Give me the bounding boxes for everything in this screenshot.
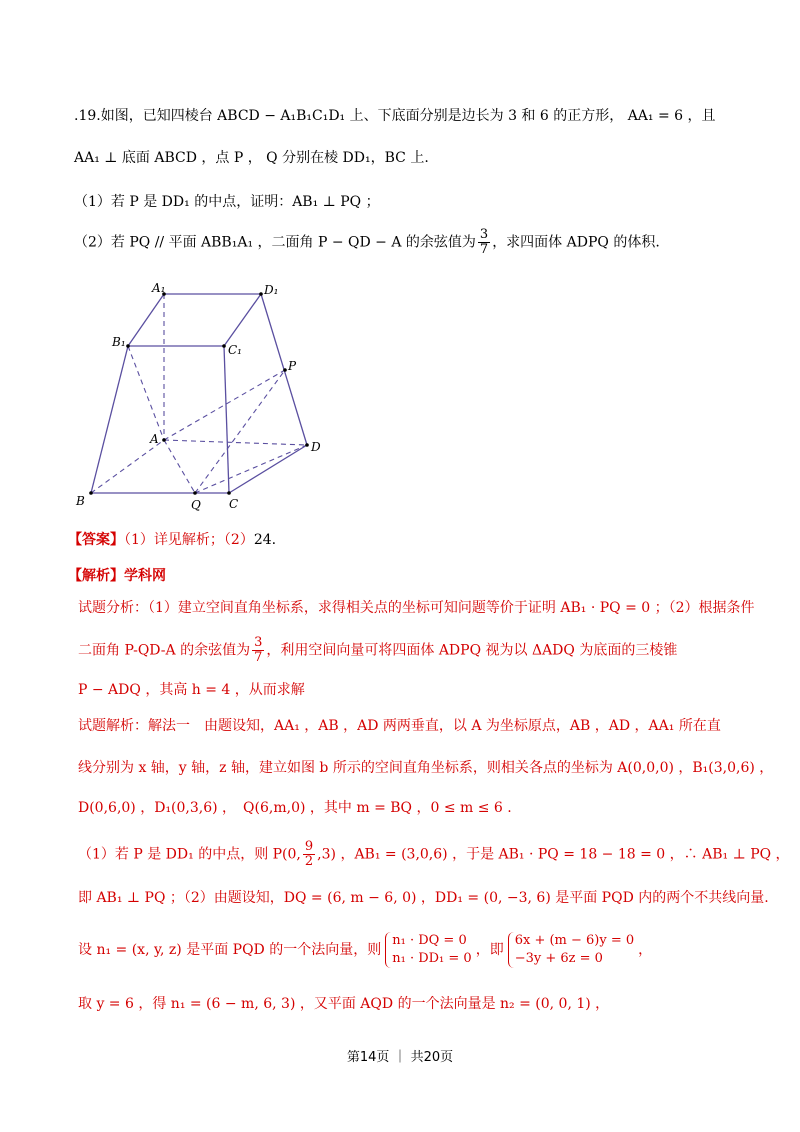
analysis-line-1: 试题分析：（1）建立空间直角坐标系，求得相关点的坐标可知问题等价于证明 AB₁ · PQ = 0 ；（2）根据条件 bbox=[78, 600, 755, 616]
page-footer: 第14页 ｜ 共20页 bbox=[346, 1050, 454, 1065]
edge-c1-c bbox=[224, 346, 229, 493]
geometry-figure bbox=[74, 280, 334, 516]
answer-line: 【答案】（1）详见解析；（2）24. bbox=[68, 532, 277, 548]
problem-line-1: .19.如图，已知四棱台 ABCD − A₁B₁C₁D₁ 上、下底面分别是边长为 3 和 6 的正方形， AA₁ = 6 ，且 bbox=[74, 108, 716, 124]
label-a: A bbox=[150, 432, 159, 446]
fraction: $\frac{3}{7}$ bbox=[479, 227, 489, 257]
solution-line-4: （1）若 P 是 DD₁ 的中点，则 P(0, $\frac{9}{2}$ ,3) ，AB₁ = (3,0,6) ，于是 AB₁ · PQ = 18 − 18 = 0 ，∴ AB₁ ⊥ PQ ， bbox=[78, 839, 790, 869]
solution-line-7: 取 y = 6 ，得 n₁ = (6 − m, 6, 3) ，又平面 AQD 的一个法向量是 n₂ = (0, 0, 1) ， bbox=[78, 996, 610, 1012]
analysis-header: 【解析】学科网 bbox=[68, 568, 166, 584]
solution-line-6: 设 n₁ = (x, y, z) 是平面 PQD 的一个法向量，则 n₁ · DQ = 0 n₁ · DD₁ = 0 ，即 6x + (m − 6)y = 0 −3y + 6z = 0 ， bbox=[78, 933, 653, 966]
problem-part-1: （1）若 P 是 DD₁ 的中点，证明：AB₁ ⊥ PQ ； bbox=[74, 194, 380, 210]
equation-system-2: 6x + (m − 6)y = 0 −3y + 6z = 0 bbox=[508, 932, 634, 968]
edge-q-d bbox=[195, 445, 307, 493]
solution-line-3: D(0,6,0) ，D₁(0,3,6) ， Q(6,m,0) ，其中 m = BQ ，0 ≤ m ≤ 6 . bbox=[78, 800, 512, 816]
label-d1: D₁ bbox=[264, 283, 279, 297]
edge-a-p bbox=[164, 370, 285, 440]
problem-part-2: （2）若 PQ // 平面 ABB₁A₁ ，二面角 P − QD − A 的余弦值为 $\frac{3}{7}$ ，求四面体 ADPQ 的体积. bbox=[74, 227, 660, 257]
problem-line-2: AA₁ ⊥ 底面 ABCD ，点 P ， Q 分别在棱 DD₁，BC 上. bbox=[74, 150, 429, 166]
solution-line-5: 即 AB₁ ⊥ PQ ；（2）由题设知，DQ = (6, m − 6, 0) ，DD₁ = (0, −3, 6) 是平面 PQD 内的两个不共线向量. bbox=[78, 890, 769, 906]
analysis-line-3: P − ADQ ，其高 h = 4 ，从而求解 bbox=[78, 682, 305, 698]
edge-c-d bbox=[229, 445, 307, 493]
label-c: C bbox=[229, 497, 239, 511]
label-c1: C₁ bbox=[228, 343, 242, 357]
edge-a1-b1 bbox=[128, 294, 164, 346]
equation-system-1: n₁ · DQ = 0 n₁ · DD₁ = 0 bbox=[385, 932, 471, 968]
edge-q-p bbox=[195, 370, 285, 493]
label-b1: B₁ bbox=[112, 335, 126, 349]
edge-a-q bbox=[164, 440, 195, 493]
label-p: P bbox=[288, 359, 297, 373]
edge-b1-b bbox=[91, 346, 128, 493]
solution-line-1: 试题解析：解法一 由题设知，AA₁ ，AB ，AD 两两垂直，以 A 为坐标原点，AB ，AD ，AA₁ 所在直 bbox=[78, 718, 721, 734]
label-a1: A₁ bbox=[152, 281, 166, 295]
edge-d1-c1 bbox=[224, 294, 261, 346]
label-q: Q bbox=[191, 498, 201, 512]
edge-a-d bbox=[164, 440, 307, 445]
analysis-line-2: 二面角 P-QD-A 的余弦值为 $\frac{3}{7}$ ，利用空间向量可将四面体 ADPQ 视为以 ΔADQ 为底面的三棱锥 bbox=[78, 635, 678, 665]
label-d: D bbox=[311, 440, 321, 454]
solution-line-2: 线分别为 x 轴，y 轴，z 轴，建立如图 b 所示的空间直角坐标系，则相关各点的坐标为 A(0,0,0) ，B₁(3,0,6) ， bbox=[78, 760, 774, 776]
label-b: B bbox=[76, 494, 85, 508]
edge-b1-a bbox=[128, 346, 164, 440]
